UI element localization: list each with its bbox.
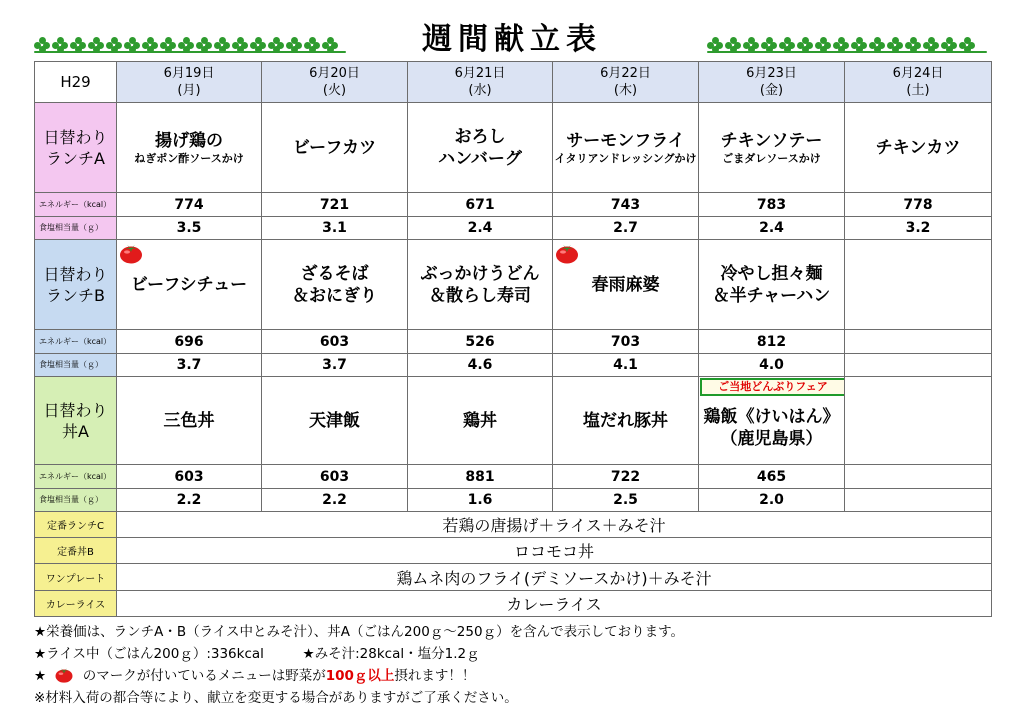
dish-name: ビーフシチュー: [130, 274, 248, 295]
energy-value: 671: [408, 193, 553, 217]
salt-value: 3.2: [845, 217, 992, 240]
dish-cell: [262, 377, 408, 465]
fixed-row-label: 定番ランチC: [35, 512, 117, 538]
dish-name: 鶏丼: [463, 410, 497, 431]
energy-value: [845, 330, 992, 354]
dish-name: ＆散らし寿司: [429, 285, 531, 306]
day-header: [553, 62, 699, 103]
day-weekday: (木): [613, 83, 638, 98]
day-weekday: (月): [177, 83, 201, 98]
don-a-label: [35, 377, 117, 465]
dish-name: サーモンフライ: [566, 130, 685, 151]
salt-value: 4.0: [699, 354, 845, 377]
clover-underline-right: [707, 51, 987, 53]
day-date: 6月22日: [600, 66, 651, 81]
salt-value: 3.5: [117, 217, 262, 240]
day-date: 6月21日: [454, 66, 506, 81]
dish-cell: [845, 103, 992, 193]
fair-badge: ご当地どんぶりフェア: [700, 378, 845, 396]
lunch-b-dish-row: [35, 240, 992, 330]
title-area: [0, 14, 1024, 57]
dish-cell: [699, 377, 845, 465]
day-header: [699, 62, 845, 103]
energy-value: 603: [262, 330, 408, 354]
note-line: ※材料入荷の都合等により、献立を変更する場合がありますがご了承ください。: [34, 690, 518, 706]
day-weekday: (金): [759, 83, 784, 98]
energy-label: エネルギー（kcal）: [35, 465, 117, 489]
dish-cell: [699, 103, 845, 193]
energy-value: 881: [408, 465, 553, 489]
day-weekday: (火): [322, 83, 347, 98]
dish-cell: [408, 377, 553, 465]
lunch-b-label: [35, 240, 117, 330]
lunch-a-dish-row: [35, 103, 992, 193]
salt-value: 3.7: [117, 354, 262, 377]
dish-name: ＆おにぎり: [292, 285, 377, 306]
day-header: [117, 62, 262, 103]
salt-value: 4.1: [553, 354, 699, 377]
dish-name: チキンソテー: [720, 130, 823, 151]
lunch-a-salt-row: [35, 217, 992, 240]
dish-cell: [553, 103, 699, 193]
dish-sauce: ごまダレソースかけ: [722, 151, 821, 165]
dish-cell: [408, 240, 553, 330]
page-title: 週間献立表: [422, 22, 602, 57]
day-date: 6月19日: [163, 66, 215, 81]
dish-name: 三色丼: [163, 410, 215, 431]
lunch-a-energy-row: [35, 193, 992, 217]
label-line: ランチA: [46, 148, 105, 168]
dish-sauce: ねぎポン酢ソースかけ: [134, 151, 244, 165]
fixed-row-value: ロコモコ丼: [117, 538, 992, 564]
salt-value: 2.4: [408, 217, 553, 240]
dish-cell-empty: [845, 240, 992, 330]
label-line: 日替わり: [43, 127, 108, 147]
don-a-energy-row: [35, 465, 992, 489]
salt-value: 1.6: [408, 489, 553, 512]
salt-value: 3.1: [262, 217, 408, 240]
dish-cell: [699, 240, 845, 330]
note-line: [34, 643, 994, 665]
fixed-row-label: カレーライス: [35, 591, 117, 617]
dish-name: 春雨麻婆: [591, 274, 660, 295]
energy-value: 774: [117, 193, 262, 217]
energy-value: 603: [262, 465, 408, 489]
fixed-row-value: カレーライス: [117, 591, 992, 617]
salt-value: [845, 489, 992, 512]
energy-value: 526: [408, 330, 553, 354]
dish-cell-empty: [845, 377, 992, 465]
salt-value: 2.2: [262, 489, 408, 512]
tomato-icon: [119, 242, 143, 264]
energy-value: 721: [262, 193, 408, 217]
day-header: [408, 62, 553, 103]
energy-value: 812: [699, 330, 845, 354]
lunch-b-energy-row: [35, 330, 992, 354]
fixed-row: [35, 591, 992, 617]
energy-value: 783: [699, 193, 845, 217]
label-line: 日替わり: [43, 400, 108, 420]
header-row: [35, 62, 992, 103]
note-mark-suffix: 摂れます！！: [394, 668, 476, 684]
don-a-dish-row: [35, 377, 992, 465]
dish-name: ハンバーグ: [438, 148, 522, 169]
dish-cell: [262, 240, 408, 330]
don-a-salt-row: [35, 489, 992, 512]
note-line: [34, 665, 994, 687]
label-line: 日替わり: [43, 264, 108, 284]
salt-value: 4.6: [408, 354, 553, 377]
dish-cell: [117, 240, 262, 330]
dish-name: ざるそば: [300, 263, 369, 284]
dish-name: 鶏飯《けいはん》: [703, 406, 840, 427]
dish-name: 天津飯: [309, 410, 360, 431]
salt-value: 3.7: [262, 354, 408, 377]
day-header: [845, 62, 992, 103]
salt-label: 食塩相当量（ｇ）: [35, 217, 117, 240]
energy-value: 696: [117, 330, 262, 354]
energy-value: 603: [117, 465, 262, 489]
dish-name: ＆半チャーハン: [712, 285, 831, 306]
energy-value: 465: [699, 465, 845, 489]
note-mark-text: のマークが付いているメニューは野菜が: [82, 668, 326, 684]
day-weekday: (水): [468, 83, 492, 98]
notes: [34, 621, 994, 709]
energy-value: 703: [553, 330, 699, 354]
day-date: 6月23日: [746, 66, 797, 81]
day-date: 6月20日: [309, 66, 360, 81]
tomato-icon: [555, 242, 579, 264]
dish-sauce: イタリアンドレッシングかけ: [554, 151, 697, 165]
fixed-row-value: 鶏ムネ肉のフライ(デミソースかけ)＋みそ汁: [117, 564, 992, 591]
salt-value: 2.7: [553, 217, 699, 240]
dish-name: 塩だれ豚丼: [583, 410, 668, 431]
energy-value: 722: [553, 465, 699, 489]
fixed-row: [35, 564, 992, 591]
dish-cell: [117, 103, 262, 193]
dish-cell: [117, 377, 262, 465]
label-line: ランチB: [46, 285, 105, 305]
salt-value: [845, 354, 992, 377]
salt-value: 2.5: [553, 489, 699, 512]
dish-name: 冷やし担々麺: [720, 263, 823, 284]
energy-value: 743: [553, 193, 699, 217]
day-date: 6月24日: [892, 66, 944, 81]
note-miso: ★みそ汁:28kcal・塩分1.2ｇ: [302, 646, 480, 662]
dish-cell: [408, 103, 553, 193]
energy-label: エネルギー（kcal）: [35, 193, 117, 217]
salt-value: 2.0: [699, 489, 845, 512]
note-highlight: 100ｇ以上: [325, 668, 395, 684]
note-line: ★栄養価は、ランチA・B（ライス中とみそ汁）、丼A（ごはん200ｇ～250ｇ）を含んで表示しております。: [34, 624, 684, 640]
day-weekday: (土): [906, 83, 930, 98]
energy-label: エネルギー（kcal）: [35, 330, 117, 354]
dish-cell: [553, 377, 699, 465]
salt-label: 食塩相当量（ｇ）: [35, 354, 117, 377]
dish-name: おろし: [454, 126, 506, 147]
year-cell: H29: [35, 62, 117, 103]
label-line: 丼A: [62, 421, 89, 441]
dish-cell: [553, 240, 699, 330]
fixed-row: [35, 512, 992, 538]
dish-cell: [262, 103, 408, 193]
salt-value: 2.4: [699, 217, 845, 240]
dish-name: ビーフカツ: [292, 137, 377, 158]
dish-name: ぶっかけうどん: [420, 263, 540, 284]
fixed-row: [35, 538, 992, 564]
lunch-b-salt-row: [35, 354, 992, 377]
lunch-a-label: [35, 103, 117, 193]
note-rice: ★ライス中（ごはん200ｇ）:336kcal: [34, 646, 264, 662]
dish-name: （鹿児島県）: [720, 428, 823, 449]
dish-name: チキンカツ: [875, 137, 961, 158]
salt-label: 食塩相当量（ｇ）: [35, 489, 117, 512]
energy-value: 778: [845, 193, 992, 217]
fixed-row-value: 若鶏の唐揚げ＋ライス＋みそ汁: [117, 512, 992, 538]
dish-name: 揚げ鶏の: [155, 130, 223, 151]
note-star: ★: [34, 668, 47, 684]
fixed-row-label: ワンプレート: [35, 564, 117, 591]
energy-value: [845, 465, 992, 489]
menu-table: [34, 61, 992, 617]
salt-value: 2.2: [117, 489, 262, 512]
fixed-row-label: 定番丼B: [35, 538, 117, 564]
day-header: [262, 62, 408, 103]
tomato-icon: [54, 666, 74, 683]
